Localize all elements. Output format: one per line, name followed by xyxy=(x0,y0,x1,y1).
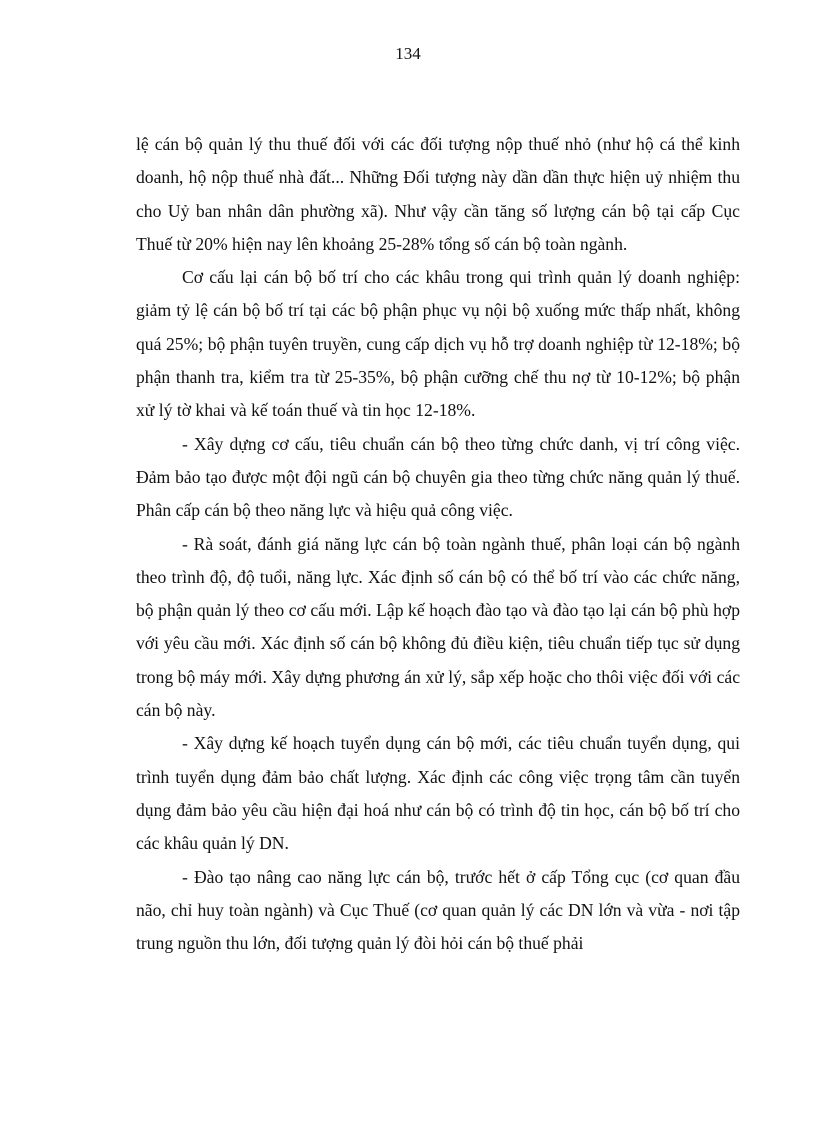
paragraph-restructure: Cơ cấu lại cán bộ bố trí cho các khâu trong qui trình quản lý doanh nghiệp: giảm tỷ lệ cán bộ bố trí tại các bộ phận phục vụ nội bộ xuống mức thấp nhất, không quá 25%; bộ phận tuyên truyền, cung cấp dịch vụ hỗ trợ doanh nghiệp từ 12-18%; bộ phận thanh tra, kiểm tra từ 25-35%, bộ phận cưỡng chế thu nợ từ 10-12%; bộ phận xử lý tờ khai và kế toán thuế và tin học 12-18%. xyxy=(136,267,740,421)
paragraph-structure-standards: - Xây dựng cơ cấu, tiêu chuẩn cán bộ theo từng chức danh, vị trí công việc. Đảm bảo tạo được một đội ngũ cán bộ chuyên gia theo từng chức năng quản lý thuế. Phân cấp cán bộ theo năng lực và hiệu quả công việc. xyxy=(136,433,740,521)
paragraph-review-assessment: - Rà soát, đánh giá năng lực cán bộ toàn ngành thuế, phân loại cán bộ ngành theo trình độ, độ tuổi, năng lực. Xác định số cán bộ có thể bố trí vào các chức năng, bộ phận quản lý theo cơ cấu mới. Lập kế hoạch đào tạo và đào tạo lại cán bộ phù hợp với yêu cầu mới. Xác định số cán bộ không đủ điều kiện, tiêu chuẩn tiếp tục sử dụng trong bộ máy mới. Xây dựng phương án xử lý, sắp xếp hoặc cho thôi việc đối với các cán bộ này. xyxy=(136,533,740,721)
page-number: 134 xyxy=(395,44,421,63)
paragraph-continued: lệ cán bộ quản lý thu thuế đối với các đối tượng nộp thuế nhỏ (như hộ cá thể kinh doanh, hộ nộp thuế nhà đất... Những Đối tượng này dần dần thực hiện uỷ nhiệm thu cho Uỷ ban nhân dân phường xã). Như vậy cần tăng số lượng cán bộ tại cấp Cục Thuế từ 20% hiện nay lên khoảng 25-28% tổng số cán bộ toàn ngành. xyxy=(136,134,740,254)
paragraph-recruitment-plan: - Xây dựng kế hoạch tuyển dụng cán bộ mới, các tiêu chuẩn tuyển dụng, qui trình tuyển dụng đảm bảo chất lượng. Xác định các công việc trọng tâm cần tuyển dụng đảm bảo yêu cầu hiện đại hoá như cán bộ có trình độ tin học, cán bộ bố trí cho các khâu quản lý DN. xyxy=(136,733,740,854)
paragraph-training: - Đào tạo nâng cao năng lực cán bộ, trước hết ở cấp Tổng cục (cơ quan đầu não, chỉ huy toàn ngành) và Cục Thuế (cơ quan quản lý các DN lớn và vừa - nơi tập trung nguồn thu lớn, đối tượng quản lý đòi hỏi cán bộ thuế phải xyxy=(136,866,740,954)
document-body xyxy=(136,128,740,960)
